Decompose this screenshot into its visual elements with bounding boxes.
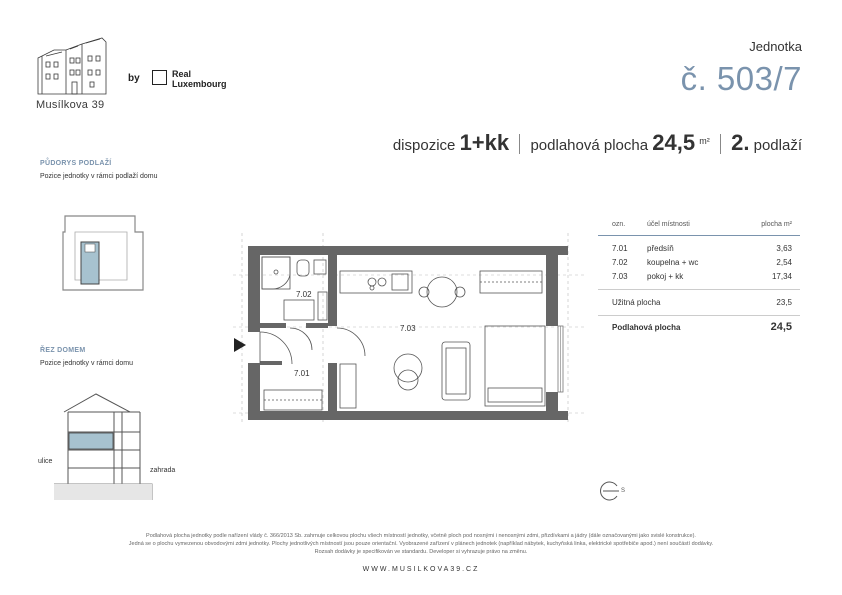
row-area: 17,34 (771, 272, 792, 281)
layout-label: dispozice (392, 137, 456, 154)
row-name: pokoj + kk (647, 272, 684, 281)
area-value: 24,5 (652, 130, 696, 155)
table-header (598, 221, 800, 235)
partner-name-line2: Luxembourg (172, 79, 227, 89)
usable-area-value: 23,5 (776, 298, 792, 307)
row-id: 7.02 (612, 258, 628, 267)
header-area: plocha m² (761, 221, 792, 228)
floor-label: podlaží (753, 137, 802, 154)
row-id: 7.03 (612, 272, 628, 281)
building-logo (36, 36, 112, 98)
row-id: 7.01 (612, 244, 628, 253)
table-divider (598, 235, 800, 236)
floor-section-title: PŮDORYS PODLAŽÍ (40, 160, 112, 167)
footer-note-2: Jedná se o plochu vymezenou obvodovými zdmi jednotky. Plochy jednotlivých místností jsou pouze orientační. Vyobrazené zařízení v plánech jednotek (například nábytek, kuchyňská linka, elektrické spotřebiče apod.) není součástí dodávky. (128, 541, 714, 547)
unit-label: Jednotka (749, 39, 802, 54)
partner-name (172, 69, 252, 89)
row-name: koupelna + wc (647, 258, 699, 267)
unit-number: č. 503/7 (680, 60, 802, 97)
partner-name-line1: Real (172, 69, 192, 79)
usable-area-label: Užitná plocha (612, 298, 661, 307)
room-label-703: 7.03 (400, 324, 416, 333)
compass-letter: S (621, 488, 626, 494)
by-label: by (128, 73, 140, 84)
floor-key-plan (55, 212, 150, 292)
website-link[interactable]: WWW.MUSILKOVA39.CZ (362, 566, 480, 573)
header-name: účel místnosti (647, 221, 690, 228)
unit-summary (393, 130, 802, 156)
room-table (598, 221, 800, 341)
row-name: předsíň (647, 244, 674, 253)
partner-logo-icon (152, 70, 167, 85)
table-divider (598, 315, 800, 316)
divider (519, 134, 520, 154)
cut-section-title: ŘEZ DOMEM (40, 347, 86, 354)
room-label-702: 7.02 (296, 290, 312, 299)
cut-section-subtitle: Pozice jednotky v rámci domu (40, 360, 133, 367)
floor-area-label: Podlahová plocha (612, 323, 681, 332)
layout-value: 1+kk (459, 130, 510, 155)
street-label: ulice (38, 458, 53, 465)
row-area: 3,63 (776, 244, 792, 253)
table-divider (598, 289, 800, 290)
row-area: 2,54 (776, 258, 792, 267)
garden-label: zahrada (150, 467, 176, 474)
room-label-701: 7.01 (294, 369, 310, 378)
floor-section-subtitle: Pozice jednotky v rámci podlaží domu (40, 173, 158, 180)
floor-plan (230, 230, 590, 430)
area-unit: m² (699, 136, 710, 146)
project-name: Musílkova 39 (36, 99, 105, 111)
footer-note-3: Rozsah dodávky je specifikován ve standardu. Developer si vyhrazuje právo na změnu. (314, 549, 528, 555)
header-id: ozn. (612, 221, 626, 228)
area-label: podlahová plocha (530, 137, 649, 154)
footer-note-1: Podlahová plocha jednotky podle nařízení vlády č. 366/2013 Sb. zahrnuje celkovou plochu všech místností jednotky, včetně ploch pod nosnými i nenosnými zdmi, přizdívkami a jádry (dále označovanými jako svislé konstrukce). (146, 533, 696, 539)
floor-area-value: 24,5 (770, 321, 792, 333)
building-cut-diagram (38, 388, 158, 500)
divider (720, 134, 721, 154)
floor-value: 2. (731, 130, 750, 155)
